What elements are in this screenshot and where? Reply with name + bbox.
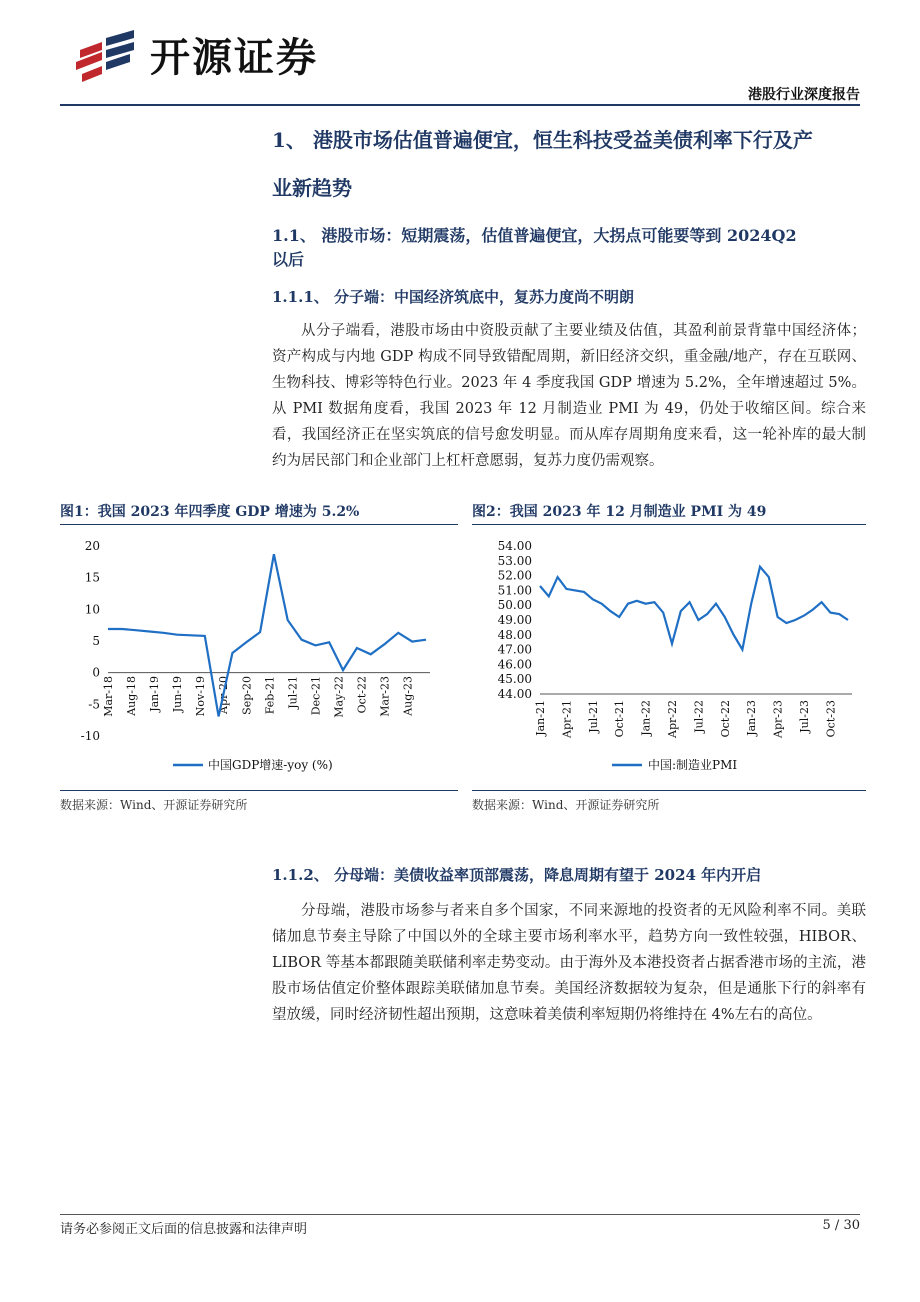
c1-y-tick-label: 15 bbox=[84, 570, 100, 585]
pmi-series-line bbox=[540, 567, 848, 650]
c2-y-tick-label: 52.00 bbox=[497, 568, 532, 583]
figure-2-bottom-rule bbox=[472, 790, 866, 791]
section-1-title-line1: 1、 港股市场估值普遍便宜，恒生科技受益美债利率下行及产 bbox=[272, 128, 813, 152]
c1-y-tick-label: 0 bbox=[92, 665, 100, 680]
c2-x-tick-label: Jan-21 bbox=[534, 700, 547, 736]
c2-x-tick-label: Jan-22 bbox=[639, 700, 653, 736]
legend-label-pmi: 中国:制造业PMI bbox=[648, 758, 738, 772]
c2-x-tick-label: Jan-23 bbox=[745, 700, 759, 736]
figure-1-source: 数据来源：Wind、开源证券研究所 bbox=[60, 798, 248, 812]
brand-logo-icon bbox=[72, 28, 142, 84]
c2-x-tick-label: Apr-23 bbox=[771, 700, 785, 738]
c2-x-tick-label: Oct-23 bbox=[824, 700, 838, 738]
gdp-growth-chart bbox=[60, 528, 458, 788]
figure-2-title: 图2：我国 2023 年 12 月制造业 PMI 为 49 bbox=[472, 504, 767, 520]
c2-y-tick-label: 53.00 bbox=[497, 553, 532, 568]
c2-y-tick-label: 51.00 bbox=[497, 583, 532, 598]
c1-x-tick-label: Aug-23 bbox=[401, 676, 415, 716]
section-1-title-line2: 业新趋势 bbox=[272, 176, 352, 200]
c2-x-tick-label: Apr-21 bbox=[560, 700, 574, 738]
report-type: 港股行业深度报告 bbox=[748, 87, 860, 103]
section-1-1-2-title: 1.1.2、 分母端：美债收益率顶部震荡，降息周期有望于 2024 年内开启 bbox=[272, 866, 762, 884]
header-divider bbox=[60, 104, 860, 106]
legend-label-gdp: 中国GDP增速-yoy (%) bbox=[208, 758, 333, 772]
c2-y-tick-label: 46.00 bbox=[497, 657, 532, 672]
c1-x-tick-label: Feb-21 bbox=[263, 676, 277, 715]
c1-x-tick-label: Sep-20 bbox=[240, 676, 254, 715]
c2-y-tick-label: 49.00 bbox=[497, 613, 532, 627]
c1-y-tick-label: 5 bbox=[92, 634, 100, 648]
section-1-1-title-line2: 以后 bbox=[272, 250, 305, 269]
c1-x-tick-label: Apr-20 bbox=[217, 676, 231, 714]
c2-x-tick-label: Jul-21 bbox=[586, 700, 600, 733]
c1-x-tick-label: Oct-22 bbox=[355, 676, 369, 714]
c2-y-tick-label: 44.00 bbox=[497, 687, 532, 701]
footer-divider bbox=[60, 1214, 860, 1215]
figure-1-rule bbox=[60, 524, 458, 525]
c2-x-tick-label: Jul-22 bbox=[692, 700, 706, 733]
c2-y-tick-label: 47.00 bbox=[497, 642, 532, 657]
figure-1-title: 图1：我国 2023 年四季度 GDP 增速为 5.2% bbox=[60, 504, 360, 520]
c2-y-tick-label: 48.00 bbox=[497, 627, 532, 642]
c2-x-tick-label: Jul-23 bbox=[798, 700, 811, 733]
c1-x-tick-label: Mar-18 bbox=[102, 676, 115, 717]
section-1-1-1-title: 1.1.1、 分子端：中国经济筑底中，复苏力度尚不明朗 bbox=[272, 288, 634, 306]
c2-y-tick-label: 54.00 bbox=[497, 539, 532, 553]
c2-y-tick-label: 50.00 bbox=[497, 598, 532, 613]
section-1-1-1-paragraph: 从分子端看，港股市场由中资股贡献了主要业绩及估值，其盈利前景背靠中国经济体；资产构成与内地 GDP 构成不同导致错配周期，新旧经济交织，重金融/地产，存在互联网、生物科技、博彩等特色行业。2023 年 4 季度我国 GDP 增速为 5.2%，全年增速超过 5%。从 PMI 数据角度看，我国 2023 年 12 月制造业 PMI 为 49，仍处于收缩区间。综合来看，我国经济正在坚实筑底的信号愈发明显。而从库存周期角度来看，这一轮补库的最大制约为居民部门和企业部门上杠杆意愿弱，复苏力度仍需观察。 bbox=[272, 323, 866, 469]
c1-y-tick-label: -10 bbox=[80, 729, 100, 743]
c1-x-tick-label: Aug-18 bbox=[125, 676, 139, 716]
section-1-1-title-line1: 1.1、 港股市场：短期震荡，估值普遍便宜，大拐点可能要等到 2024Q2 bbox=[272, 226, 797, 245]
c2-x-tick-label: Apr-22 bbox=[666, 700, 679, 738]
c2-y-tick-label: 45.00 bbox=[497, 672, 532, 687]
c2-x-tick-label: Oct-21 bbox=[613, 700, 627, 738]
page-number: 5 / 30 bbox=[822, 1218, 860, 1233]
c1-y-tick-label: 20 bbox=[84, 539, 100, 553]
c1-x-tick-label: Jan-19 bbox=[148, 676, 162, 712]
c1-x-tick-label: May-22 bbox=[332, 676, 346, 718]
c1-x-tick-label: Jul-21 bbox=[286, 676, 300, 709]
figure-2-rule bbox=[472, 524, 866, 525]
c1-y-tick-label: 10 bbox=[84, 602, 100, 617]
c2-x-tick-label: Oct-22 bbox=[718, 700, 732, 738]
c1-y-tick-label: -5 bbox=[88, 697, 100, 712]
brand-name: 开源证券 bbox=[150, 35, 318, 81]
figure-1-bottom-rule bbox=[60, 790, 458, 791]
c1-x-tick-label: Mar-23 bbox=[378, 676, 392, 717]
pmi-chart bbox=[472, 528, 866, 788]
figure-2-source: 数据来源：Wind、开源证券研究所 bbox=[472, 798, 660, 812]
c1-x-tick-label: Dec-21 bbox=[309, 676, 323, 716]
footer-disclaimer: 请务必参阅正文后面的信息披露和法律声明 bbox=[60, 1222, 308, 1237]
c1-x-tick-label: Jun-19 bbox=[171, 676, 185, 713]
c1-x-tick-label: Nov-19 bbox=[194, 676, 208, 717]
section-1-1-2-paragraph: 分母端，港股市场参与者来自多个国家，不同来源地的投资者的无风险利率不同。美联储加息节奏主导除了中国以外的全球主要市场利率水平，趋势方向一致性较强，HIBOR、LIBOR 等基本都跟随美联储利率走势变动。由于海外及本港投资者占据香港市场的主流，港股市场估值定价整体跟踪美联储加息节奏。美国经济数据较为复杂，但是通胀下行的斜率有望放缓，同时经济韧性超出预期，这意味着美债利率短期仍将维持在 4%左右的高位。 bbox=[272, 903, 866, 1023]
